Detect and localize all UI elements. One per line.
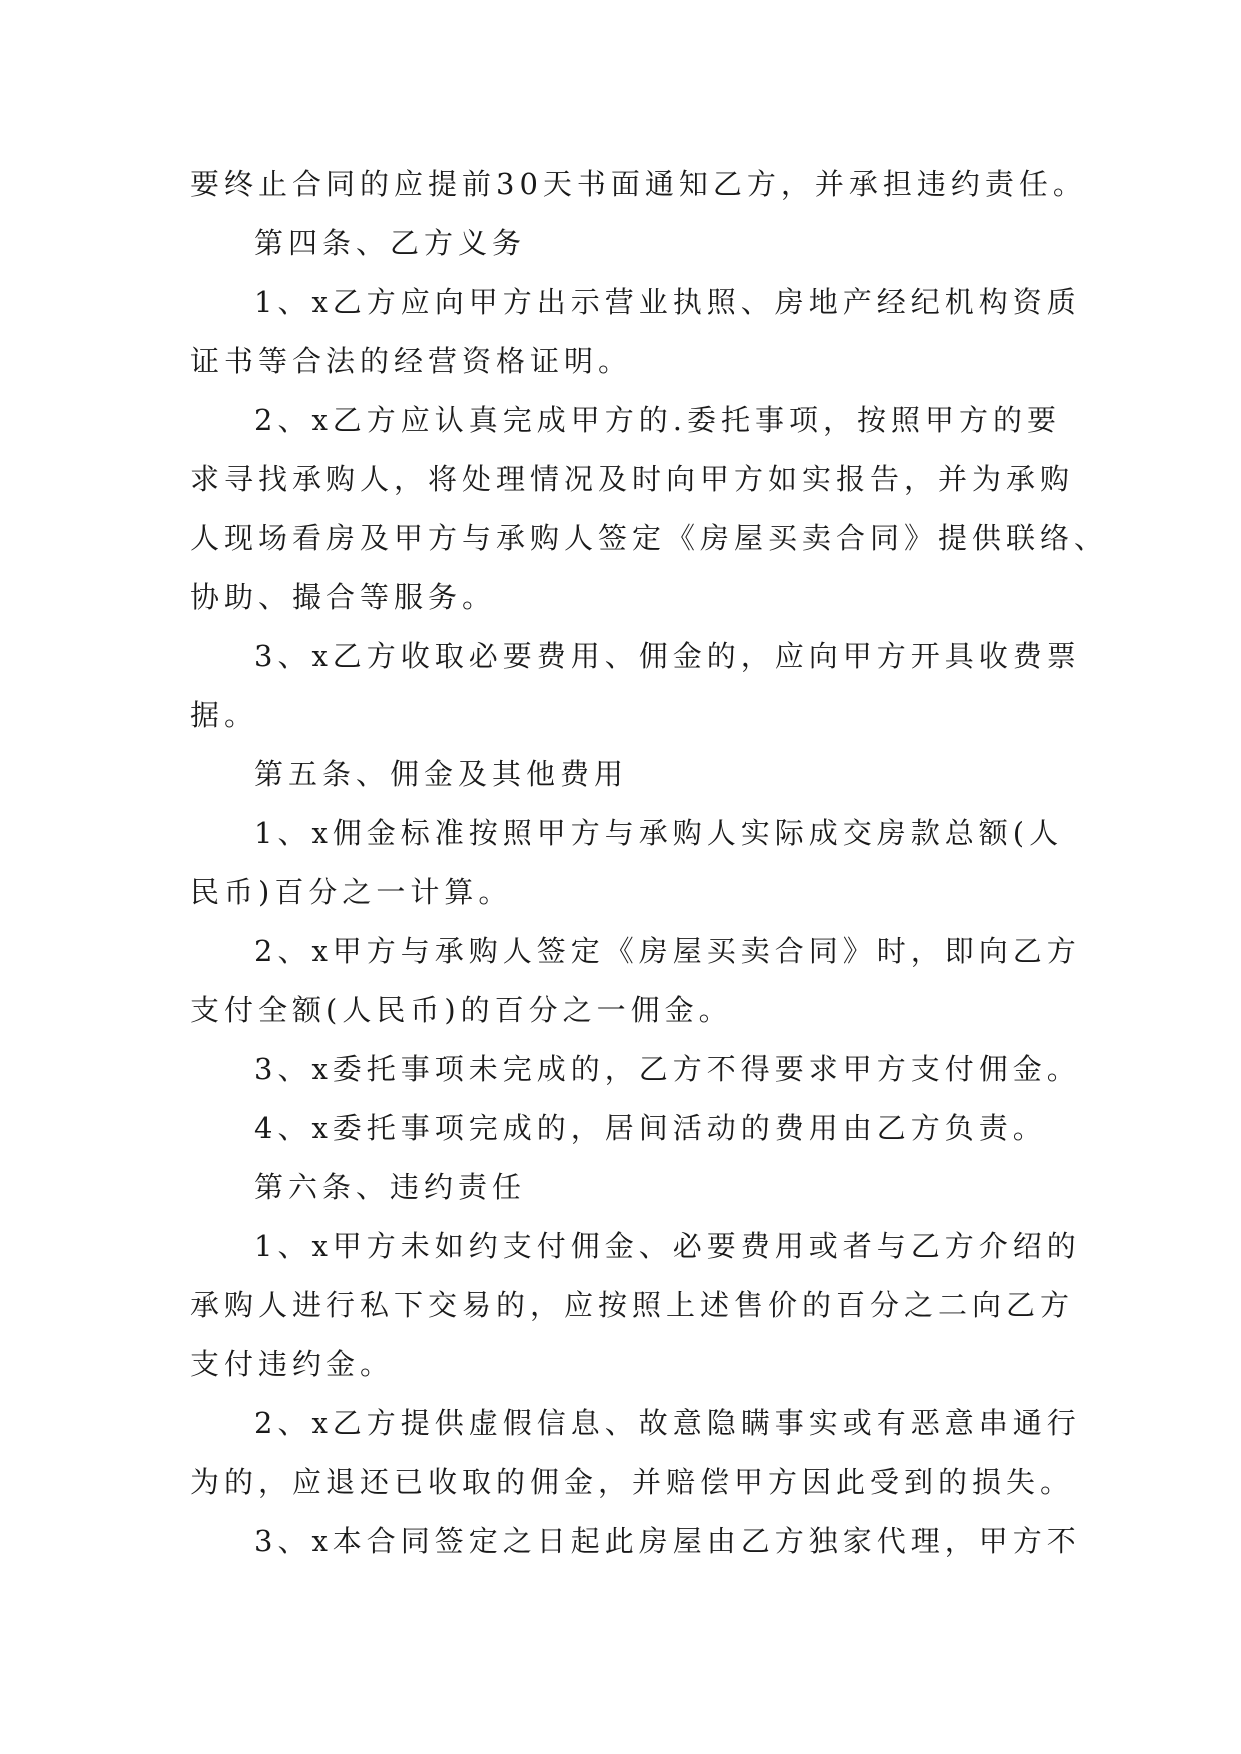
clause-line: 3、x委托事项未完成的，乙方不得要求甲方支付佣金。 (254, 1052, 1081, 1086)
contract-text (190, 155, 1109, 1571)
text-line: 要终止合同的应提前30天书面通知乙方，并承担违约责任。 (190, 167, 1087, 201)
text-line: 支付全额(人民币)的百分之一佣金。 (190, 993, 733, 1027)
clause-line: 2、x甲方与承购人签定《房屋买卖合同》时，即向乙方 (254, 934, 1081, 968)
clause-line: 2、x乙方应认真完成甲方的.委托事项，按照甲方的要 (254, 403, 1062, 437)
clause-line: 2、x乙方提供虚假信息、故意隐瞒事实或有恶意串通行 (254, 1406, 1081, 1440)
clause-line: 3、x本合同签定之日起此房屋由乙方独家代理，甲方不 (254, 1524, 1081, 1558)
clause-line: 1、x甲方未如约支付佣金、必要费用或者与乙方介绍的 (254, 1229, 1081, 1263)
clause-line: 3、x乙方收取必要费用、佣金的，应向甲方开具收费票 (254, 639, 1081, 673)
text-line: 民币)百分之一计算。 (190, 875, 513, 909)
text-line: 协助、撮合等服务。 (190, 580, 497, 614)
text-line: 证书等合法的经营资格证明。 (190, 344, 633, 378)
text-line: 支付违约金。 (190, 1347, 395, 1381)
text-line: 求寻找承购人，将处理情况及时向甲方如实报告，并为承购 (190, 462, 1075, 496)
text-line: 承购人进行私下交易的，应按照上述售价的百分之二向乙方 (190, 1288, 1075, 1322)
text-line: 人现场看房及甲方与承购人签定《房屋买卖合同》提供联络、 (190, 521, 1109, 555)
clause-line: 1、x佣金标准按照甲方与承购人实际成交房款总额(人 (254, 816, 1064, 850)
clause-line: 4、x委托事项完成的，居间活动的费用由乙方负责。 (254, 1111, 1047, 1145)
clause-line: 1、x乙方应向甲方出示营业执照、房地产经纪机构资质 (254, 285, 1081, 319)
text-line: 据。 (190, 698, 259, 732)
section-heading: 第六条、违约责任 (254, 1170, 527, 1204)
text-line: 为的，应退还已收取的佣金，并赔偿甲方因此受到的损失。 (190, 1465, 1075, 1499)
section-heading: 第四条、乙方义务 (254, 226, 527, 260)
section-heading: 第五条、佣金及其他费用 (254, 757, 629, 791)
